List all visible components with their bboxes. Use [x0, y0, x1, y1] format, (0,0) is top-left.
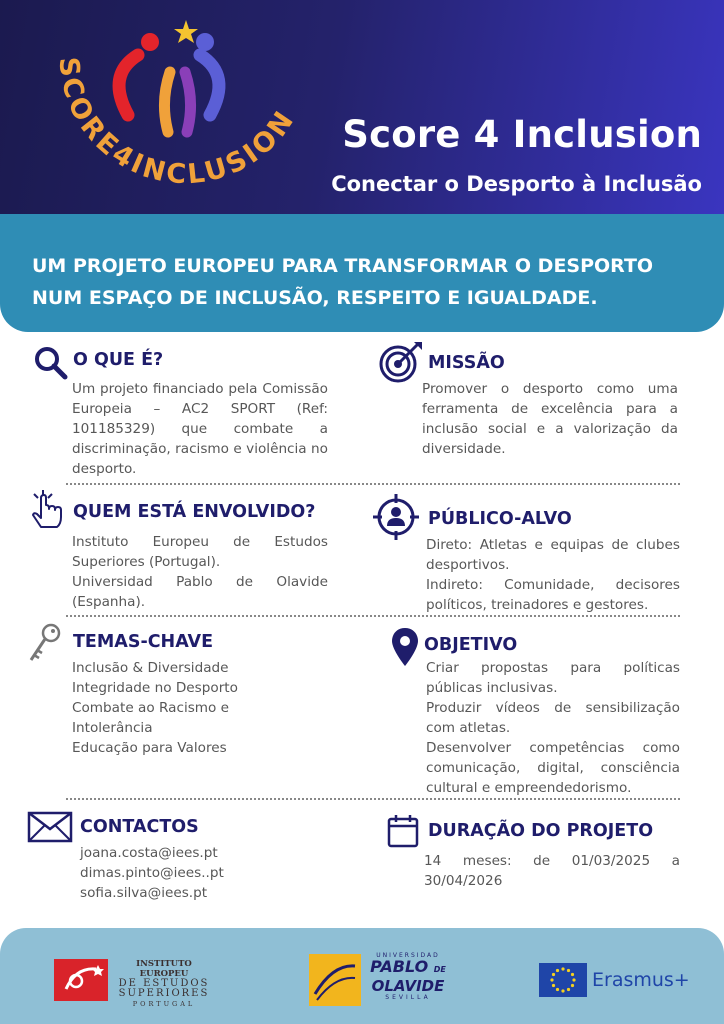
svg-text:SCORE4INCLUSION	[53, 56, 302, 191]
score4inclusion-logo	[20, 10, 340, 220]
logo-arc-text: SCORE4INCLUSION	[52, 55, 302, 191]
upo-top: UNIVERSIDAD	[376, 952, 440, 959]
publico-text	[426, 535, 680, 615]
banner-line-2: NUM ESPAÇO DE INCLUSÃO, RESPEITO E IGUALDADE.	[32, 287, 598, 309]
temas-line-4: Educação para Valores	[72, 740, 227, 756]
o-que-e-text: Um projeto financiado pela Comissão Europeia – AC2 SPORT (Ref: 101185329) que combate a discriminação, racismo e violência no desporto.	[72, 381, 328, 477]
banner-text	[32, 250, 712, 314]
missao-text: Promover o desporto como uma ferramenta de excelência para a inclusão social e a valorização da diversidade.	[422, 381, 678, 457]
eu-flag-icon	[539, 963, 587, 997]
temas-line-2: Integridade no Desporto	[72, 680, 238, 696]
temas-line-3: Combate ao Racismo e Intolerância	[72, 700, 230, 736]
objetivo-title: OBJETIVO	[424, 635, 518, 655]
quem-text	[72, 532, 328, 612]
upo-name-2: OLAVIDE	[371, 977, 445, 995]
separator-2	[66, 615, 680, 617]
publico-line-1: Direto: Atletas e equipas de clubes desportivos.	[426, 537, 680, 573]
upo-pablo: PABLO	[370, 957, 429, 976]
duracao-title: DURAÇÃO DO PROJETO	[428, 821, 654, 841]
upo-emblem-mark	[309, 954, 361, 1006]
pointer-hand-icon	[31, 488, 67, 534]
o-que-e-title: O QUE É?	[73, 350, 164, 370]
iees-line-1: INSTITUTO EUROPEU	[136, 959, 192, 979]
separator-1	[66, 483, 680, 485]
quem-title: QUEM ESTÁ ENVOLVIDO?	[73, 502, 316, 522]
key-icon	[27, 622, 63, 664]
page-title: Score 4 Inclusion	[342, 113, 702, 156]
separator-3	[66, 798, 680, 800]
iees-line-2: DE ESTUDOS	[118, 978, 210, 989]
objetivo-line-2: Produzir vídeos de sensibilização com atletas.	[426, 700, 680, 736]
temas-text	[72, 658, 328, 758]
iees-emblem-mark	[54, 959, 108, 1001]
upo-logo	[309, 952, 449, 1008]
objetivo-line-3: Desenvolver competências como comunicação, digital, consciência cultural e empreendedorismo.	[426, 740, 680, 796]
erasmus-text: Erasmus+	[592, 969, 690, 991]
contactos-title: CONTACTOS	[80, 817, 199, 837]
upo-city: SEVILLA	[385, 994, 431, 1001]
envelope-icon	[27, 811, 73, 843]
iees-logo	[54, 959, 216, 1008]
search-icon	[33, 345, 69, 381]
objetivo-line-1: Criar propostas para políticas públicas inclusivas.	[426, 660, 680, 696]
email-3[interactable]: sofia.silva@iees.pt	[80, 885, 208, 901]
objetivo-text	[426, 658, 680, 798]
duracao-text: 14 meses: de 01/03/2025 a 30/04/2026	[424, 853, 680, 889]
target-icon	[378, 340, 424, 384]
temas-title: TEMAS-CHAVE	[73, 632, 214, 652]
page-subtitle: Conectar o Desporto à Inclusão	[331, 172, 702, 196]
upo-de: DE	[433, 965, 446, 974]
iees-line-4: PORTUGAL	[132, 1000, 196, 1008]
iees-text	[112, 959, 216, 1009]
calendar-icon	[387, 814, 419, 848]
upo-name-1	[367, 959, 449, 978]
email-1[interactable]: joana.costa@iees.pt	[80, 845, 218, 861]
missao-title: MISSÃO	[428, 353, 505, 373]
location-pin-icon	[390, 626, 420, 668]
quem-line-2: Universidad Pablo de Olavide (Espanha).	[72, 574, 328, 610]
publico-title: PÚBLICO-ALVO	[428, 509, 572, 529]
header	[0, 0, 724, 224]
upo-text	[367, 952, 449, 1001]
banner-line-1: UM PROJETO EUROPEU PARA TRANSFORMAR O DESPORTO	[32, 255, 654, 277]
temas-line-1: Inclusão & Diversidade	[72, 660, 229, 676]
contactos-list	[80, 843, 320, 903]
target-user-icon	[372, 493, 420, 541]
quem-line-1: Instituto Europeu de Estudos Superiores (Portugal).	[72, 534, 328, 570]
footer	[0, 928, 724, 1024]
iees-line-3: SUPERIORES	[118, 988, 210, 999]
erasmus-logo	[539, 962, 699, 998]
email-2[interactable]: dimas.pinto@iees..pt	[80, 865, 224, 881]
publico-line-2: Indireto: Comunidade, decisores políticos, treinadores e gestores.	[426, 577, 680, 613]
